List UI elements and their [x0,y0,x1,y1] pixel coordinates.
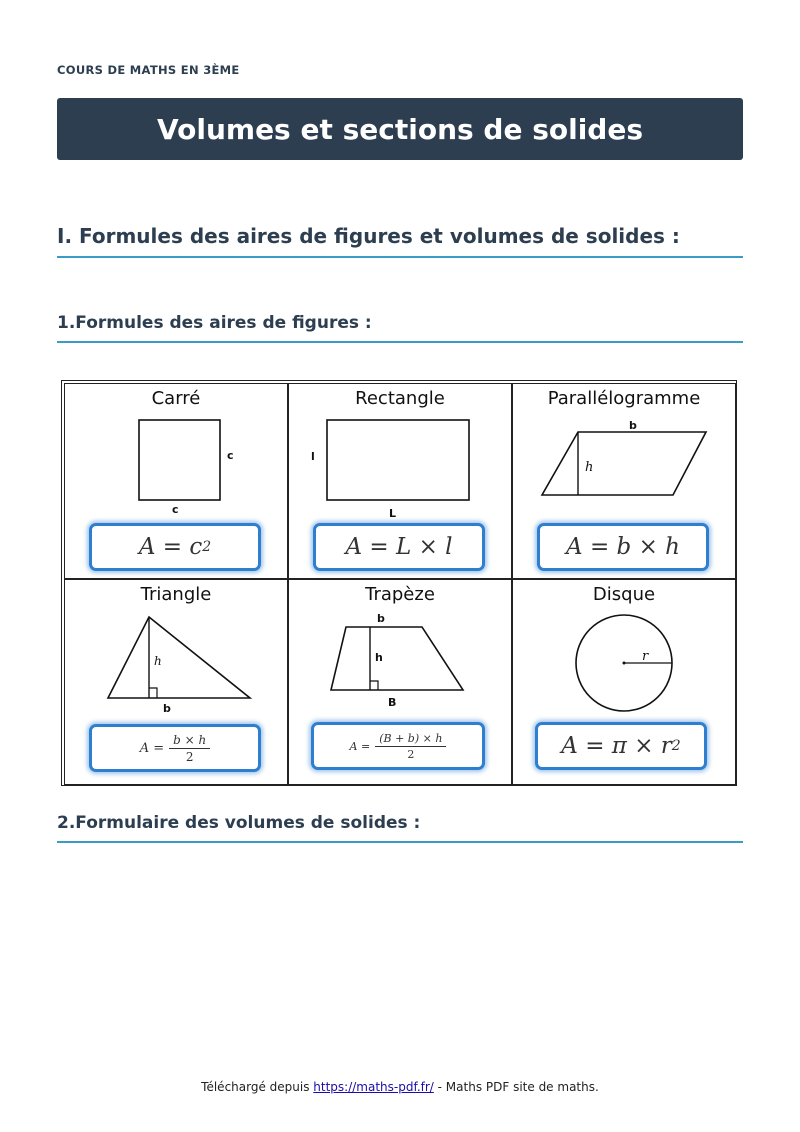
figure-title: Parallélogramme [547,388,701,409]
triangle-base-label: b [163,702,171,715]
footer [0,1080,800,1094]
cell-triangle [64,579,288,785]
triangle-formula-fraction [169,733,210,764]
figure-title: Carré [151,388,201,409]
trapezoid-height-label: h [375,651,383,664]
figure-title: Disque [592,584,656,605]
rectangle-formula: A = L × l [345,534,453,560]
cell-rectangle [288,383,512,579]
cell-parallelogram [512,383,736,579]
title-banner [57,98,743,160]
cell-trapezoid [288,579,512,785]
square-bottom-label: c [172,503,179,516]
disc-formula-box [535,722,707,770]
triangle-height-label: h [154,654,162,668]
parallelogram-top-label: b [629,419,637,432]
parallelogram-formula: A = b × h [566,534,680,560]
trapezoid-formula-lhs: A = [349,739,371,753]
rectangle-bottom-label: L [389,507,397,520]
triangle-formula-denominator: 2 [185,749,194,764]
square-side-label: c [227,449,234,462]
rectangle-formula-box [313,523,485,571]
square-formula-exponent: 2 [202,539,212,555]
figure-title: Triangle [140,584,212,605]
footer-prefix: Téléchargé depuis [201,1080,314,1094]
area-formulas-table [61,380,737,786]
trapezoid-base-label: B [388,696,397,709]
trapezoid-formula-fraction [375,732,446,761]
cell-disc [512,579,736,785]
disc-formula-exponent: 2 [671,738,681,754]
course-label: COURS DE MATHS EN 3ÈME [57,63,240,77]
parallelogram-formula-box [537,523,709,571]
subsection-heading-volumes: 2.Formulaire des volumes de solides : [57,813,743,843]
figure-title: Rectangle [355,388,445,409]
triangle-formula-box [89,724,261,772]
square-formula: A = c [138,534,203,560]
footer-suffix: - Maths PDF site de maths. [433,1080,599,1094]
parallelogram-height-label: h [585,460,594,475]
section-heading: I. Formules des aires de figures et volumes de solides : [57,224,743,258]
trapezoid-top-label: b [377,612,385,625]
rectangle-side-label: l [311,450,315,463]
disc-formula: A = π × r [561,733,672,759]
trapezoid-formula-numerator: (B + b) × h [375,732,446,747]
triangle-formula-numerator: b × h [169,733,210,749]
triangle-formula-lhs: A = [139,740,165,756]
square-formula-box [89,523,261,571]
figure-title: Trapèze [365,584,435,605]
trapezoid-formula-box [311,722,485,770]
footer-link[interactable]: https://maths-pdf.fr/ [313,1080,434,1094]
cell-square [64,383,288,579]
trapezoid-formula-denominator: 2 [407,747,415,761]
subsection-heading-areas: 1.Formules des aires de figures : [57,313,743,343]
page-title: Volumes et sections de solides [156,112,643,146]
disc-radius-label: r [642,649,649,664]
